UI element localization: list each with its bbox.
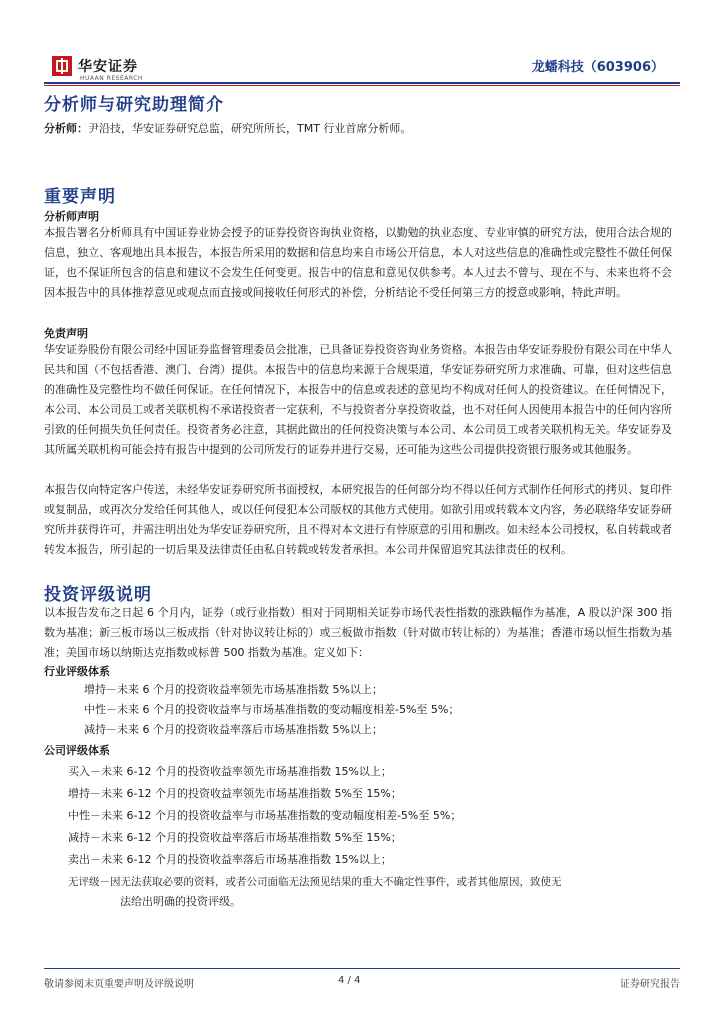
- exemption-text-2: 本报告仅向特定客户传送，未经华安证券研究所书面授权，本研究报告的任何部分均不得以任何方式制作任何形式的拷贝、复印件或复制品，或再次分发给任何其他人，或以任何侵犯本公司版权的其他方式使用。如欲引用或转载本文内容，务必联络华安证券研究所并获得许可，并需注明出处为华安证券研究所，且不得对本文进行有悖原意的引用和删改。如未经本公司授权，私自转载或者转发本报告，所引起的一切后果及法律责任由私自转载或转发者承担。本公司并保留追究其法律责任的权利。: [44, 483, 672, 556]
- exemption-text: 华安证券股份有限公司经中国证券监督管理委员会批准，已具备证券投资咨询业务资格。本报告由华安证券股份有限公司在中华人民共和国（不包括香港、澳门、台湾）提供。本报告中的信息均来源于合规渠道，华安证券研究所力求准确、可靠，但对这些信息的准确性及完整性均不做任何保证。在任何情况下，本报告中的信息或表述的意见均不构成对任何人的投资建议。在任何情况下，本公司、本公司员工或者关联机构不承诺投资者一定获利，不与投资者分享投资收益，也不对任何人因使用本报告中的任何内容所引致的任何损失负任何责任。投资者务必注意，其据此做出的任何投资决策与本公司、本公司员工或者关联机构无关。华安证券及其所属关联机构可能会持有报告中提到的公司所发行的证券并进行交易，还可能为这些公司提供投资银行服务或其他服务。: [44, 343, 672, 456]
- logo-subtext: HUAAN RESEARCH: [80, 75, 143, 82]
- logo-text: 华安证券: [78, 59, 138, 75]
- analyst-statement-title: 分析师声明: [44, 210, 99, 223]
- analyst-label: 分析师：: [44, 122, 88, 135]
- company-rating-item: 减持－未来 6-12 个月的投资收益率落后市场基准指数 5%至 15%；: [68, 831, 402, 844]
- company-rating-item: 卖出－未来 6-12 个月的投资收益率落后市场基准指数 15%以上；: [68, 853, 392, 866]
- company-rating-item: 中性－未来 6-12 个月的投资收益率与市场基准指数的变动幅度相差-5%至 5%；: [68, 809, 462, 822]
- disclaimer-title: 重要声明: [44, 187, 116, 207]
- page-header: [44, 48, 680, 84]
- analyst-text: 尹沿技，华安证券研究总监，研究所所长，TMT 行业首席分析师。: [88, 122, 412, 135]
- huaan-logo-icon: [52, 56, 72, 76]
- industry-rating-item: 减持－未来 6 个月的投资收益率落后市场基准指数 5%以上；: [84, 723, 383, 736]
- company-rating-item: 买入－未来 6-12 个月的投资收益率领先市场基准指数 15%以上；: [68, 765, 392, 778]
- company-rating-title: 公司评级体系: [44, 744, 110, 757]
- industry-rating-item: 中性－未来 6 个月的投资收益率与市场基准指数的变动幅度相差-5%至 5%；: [84, 703, 460, 716]
- exemption-title: 免责声明: [44, 327, 88, 340]
- header-divider: [44, 82, 680, 84]
- footer-disclaimer-note: 敬请参阅末页重要声明及评级说明: [44, 979, 194, 990]
- no-rating-line-2: 法给出明确的投资评级。: [120, 895, 241, 908]
- stock-name: 龙蟠科技（603906）: [531, 60, 664, 75]
- analyst-statement-text: 本报告署名分析师具有中国证券业协会授予的证券投资咨询执业资格，以勤勉的执业态度、专业审慎的研究方法，使用合法合规的信息，独立、客观地出具本报告，本报告所采用的数据和信息均来自市场公开信息，本人对这些信息的准确性或完整性不做任何保证，也不保证所包含的信息和建议不会发生任何变更。报告中的信息和意见仅供参考。本人过去不曾与、现在不与、未来也将不会因本报告中的具体推荐意见或观点而直接或间接收任何形式的补偿，分析结论不受任何第三方的授意或影响，特此声明。: [44, 226, 672, 299]
- industry-rating-item: 增持－未来 6 个月的投资收益率领先市场基准指数 5%以上；: [84, 683, 383, 696]
- footer-divider: [44, 968, 680, 969]
- header-divider-thin: [44, 85, 680, 86]
- analyst-line: [44, 119, 411, 139]
- analyst-section-title: 分析师与研究助理简介: [44, 95, 224, 115]
- footer-report-type: 证券研究报告: [620, 979, 680, 990]
- no-rating-line-1: 无评级－因无法获取必要的资料，或者公司面临无法预见结果的重大不确定性事件，或者其他原因，致使无: [68, 876, 562, 888]
- industry-rating-title: 行业评级体系: [44, 665, 110, 678]
- page-number: 4 / 4: [338, 975, 361, 986]
- company-rating-item: 增持－未来 6-12 个月的投资收益率领先市场基准指数 5%至 15%；: [68, 787, 402, 800]
- rating-title: 投资评级说明: [44, 585, 152, 605]
- rating-intro: 以本报告发布之日起 6 个月内，证券（或行业指数）相对于同期相关证券市场代表性指数的涨跌幅作为基准，A 股以沪深 300 指数为基准；新三板市场以三板成指（针对协议转让标的）或三板做市指数（针对做市转让标的）为基准；香港市场以恒生指数为基准；美国市场以纳斯达克指数或标普 500 指数为基准。定义如下：: [44, 606, 672, 659]
